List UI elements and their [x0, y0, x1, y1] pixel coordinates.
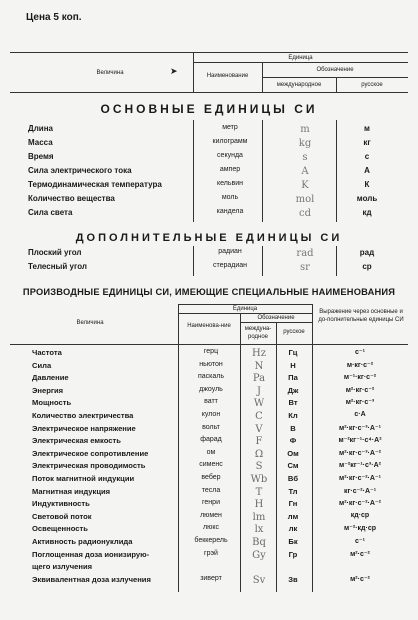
row-unit-name: герц [203, 348, 219, 355]
row-unit-name: кельвин [216, 180, 244, 187]
row-quantity: Плоский угол [28, 248, 82, 257]
derived-header-bottom-rule [10, 344, 408, 345]
row-quantity: Мощность [32, 398, 72, 408]
row-unit-name: кулон [201, 411, 221, 418]
row-intl-symbol: Gy [252, 549, 266, 561]
row-intl-symbol: T [255, 486, 263, 498]
section-derived-title: ПРОИЗВОДНЫЕ ЕДИНИЦЫ СИ, ИМЕЮЩИЕ СПЕЦИАЛЬНЫЕ НАИМЕНОВАНИЯ [22, 287, 396, 297]
row-unit-name: стерадиан [212, 262, 248, 269]
row-quantity: Термодинамическая температура [28, 180, 162, 189]
row-quantity: Электрическая емкость [32, 436, 121, 446]
row-ru-symbol: Бк [288, 537, 298, 546]
unit-row [0, 575, 418, 588]
row-quantity: Поток магнитной индукции [32, 474, 135, 483]
row-ru-symbol: Па [288, 373, 298, 383]
unit-row [0, 461, 418, 474]
row-quantity: Давление [32, 373, 69, 383]
row-ru-symbol: Вб [287, 474, 299, 483]
row-ru-symbol: кд [362, 208, 372, 217]
row-ru-symbol: лм [287, 511, 299, 521]
row-quantity: Сила света [28, 208, 73, 217]
row-unit-name: грэй [204, 549, 218, 557]
derived-header-name: Наименова-ние [187, 323, 231, 329]
unit-row [0, 138, 418, 152]
row-expression: м²·кг·с⁻²·А⁻² [339, 500, 381, 508]
row-unit-name: тесла [201, 486, 221, 494]
row-ru-symbol: Гр [288, 549, 298, 559]
row-quantity: Масса [28, 138, 53, 147]
row-expression: м²·кг·с⁻³ [345, 399, 375, 407]
row-ru-symbol: К [364, 180, 370, 189]
row-expression: с·А [354, 411, 366, 418]
row-intl-symbol: J [256, 385, 261, 397]
unit-row [0, 248, 418, 262]
row-unit-name: вольт [202, 423, 220, 431]
row-quantity: Освещенность [32, 524, 88, 534]
row-intl-symbol: Ω [254, 448, 264, 460]
row-unit-name: люкс [203, 524, 219, 532]
row-intl-symbol: sr [300, 262, 310, 273]
row-unit-name: килограмм [212, 138, 248, 145]
row-intl-symbol: Bq [252, 537, 266, 548]
row-expression: м²·кг·с⁻²·А⁻¹ [339, 475, 381, 482]
row-quantity: Частота [32, 348, 62, 357]
row-expression: м⁻²·кд·ср [344, 525, 376, 533]
unit-row [0, 262, 418, 276]
row-unit-name: зиверт [200, 574, 222, 582]
derived-header-expression: Выражение через основные и до-полнительные единицы СИ [318, 309, 404, 323]
row-quantity: Сила [32, 360, 52, 370]
row-intl-symbol: cd [298, 208, 311, 219]
header-unit: Единица [288, 55, 313, 61]
unit-row [0, 537, 418, 550]
row-ru-symbol: м [364, 124, 370, 133]
row-unit-name: кандела [216, 208, 244, 215]
unit-row [0, 487, 418, 500]
unit-row [0, 180, 418, 194]
row-expression: м²·с⁻² [350, 550, 370, 558]
row-ru-symbol: лк [288, 524, 298, 534]
row-intl-symbol: Wb [250, 474, 268, 485]
row-ru-symbol: В [290, 423, 296, 433]
row-expression: м⁻²кг⁻¹·с³·А² [339, 462, 381, 470]
row-intl-symbol: W [253, 398, 265, 410]
row-ru-symbol: кг [363, 138, 371, 147]
row-ru-symbol: См [287, 461, 299, 471]
row-unit-name: фарад [200, 436, 222, 444]
row-intl-symbol: kg [298, 138, 312, 149]
row-unit-name: ампер [219, 166, 241, 173]
row-quantity: Поглощенная доза ионизирую- [32, 549, 150, 559]
row-intl-symbol: K [301, 180, 309, 191]
row-ru-symbol: Ом [287, 448, 299, 458]
row-intl-symbol: N [254, 360, 264, 372]
row-ru-symbol: Кл [288, 411, 298, 420]
row-ru-symbol: Гц [288, 348, 298, 357]
row-unit-name: вебер [201, 474, 221, 481]
header-top-rule [10, 52, 408, 53]
row-expression: м²·кг·с⁻³·А⁻¹ [339, 424, 381, 432]
row-quantity: Длина [28, 124, 53, 133]
row-expression: с⁻¹ [355, 538, 365, 545]
row-ru-symbol: моль [356, 194, 378, 203]
unit-row [0, 411, 418, 424]
row-expression: м²·кг·с⁻² [345, 386, 375, 394]
header-russian: русское [361, 82, 383, 88]
header-mid-rule-unit [193, 62, 408, 63]
section-supp-title: ДОПОЛНИТЕЛЬНЫЕ ЕДИНИЦЫ СИ [75, 232, 343, 244]
row-intl-symbol: rad [296, 248, 314, 259]
header-international: международное [276, 82, 322, 88]
unit-row [0, 208, 418, 222]
row-ru-symbol: ср [362, 262, 372, 271]
row-ru-symbol: Тл [288, 486, 298, 496]
unit-row [0, 124, 418, 138]
unit-row [0, 361, 418, 374]
row-unit-name: метр [222, 124, 238, 131]
unit-row [0, 524, 418, 537]
row-quantity: щего излучения [32, 562, 93, 572]
row-quantity: Световой поток [32, 511, 92, 521]
unit-row [0, 386, 418, 399]
row-expression: кг·с⁻²·А⁻¹ [343, 487, 377, 495]
row-quantity: Магнитная индукция [32, 486, 111, 496]
row-unit-name: люмен [200, 511, 222, 519]
row-intl-symbol: lm [252, 511, 266, 523]
row-intl-symbol: Pa [252, 373, 266, 385]
row-intl-symbol: s [302, 152, 308, 163]
row-unit-name: моль [221, 194, 239, 201]
row-intl-symbol: V [255, 423, 263, 435]
row-ru-symbol: Ф [289, 436, 297, 446]
row-intl-symbol: A [301, 166, 309, 177]
derived-header-top-rule [178, 304, 312, 305]
row-expression: м²·с⁻² [350, 575, 370, 583]
unit-row [0, 152, 418, 166]
row-ru-symbol: Вт [288, 398, 298, 408]
row-unit-name: беккерель [194, 537, 228, 544]
row-quantity: Телесный угол [28, 262, 87, 271]
row-quantity: Количество вещества [28, 194, 115, 203]
unit-row [0, 194, 418, 208]
row-intl-symbol: S [255, 461, 263, 473]
row-ru-symbol: Н [290, 360, 296, 370]
row-ru-symbol: с [364, 152, 370, 161]
row-unit-name: радиан [218, 248, 242, 255]
unit-row [0, 166, 418, 180]
header-name: Наименование [206, 73, 249, 79]
unit-row [0, 474, 418, 487]
row-ru-symbol: Дж [287, 385, 299, 395]
unit-row [0, 512, 418, 525]
row-quantity: Энергия [32, 385, 64, 395]
row-intl-symbol: H [254, 499, 264, 511]
derived-header-designation: Обозначение [257, 315, 295, 321]
derived-header-sub-rule [178, 313, 312, 314]
row-unit-name: генри [202, 499, 220, 507]
price-label: Цена 5 коп. [26, 12, 82, 23]
row-expression: с⁻¹ [355, 349, 365, 356]
unit-row [0, 499, 418, 512]
row-ru-symbol: рад [359, 248, 375, 257]
unit-row [0, 550, 418, 563]
row-unit-name: сименс [199, 461, 223, 469]
row-intl-symbol: F [255, 436, 263, 448]
unit-row [0, 424, 418, 437]
row-intl-symbol: C [255, 411, 263, 422]
header-bottom-rule [10, 92, 408, 93]
row-unit-name: джоуль [199, 385, 223, 393]
row-ru-symbol: Гн [288, 499, 298, 509]
row-expression: м·кг·с⁻² [346, 361, 374, 369]
row-quantity: Время [28, 152, 54, 161]
unit-row [0, 449, 418, 462]
row-expression: м²·кг·с⁻³·А⁻² [339, 449, 381, 457]
row-quantity: Эквивалентная доза излучения [32, 574, 151, 584]
unit-row [0, 398, 418, 411]
row-intl-symbol: Sv [252, 574, 266, 586]
section-basic-title: ОСНОВНЫЕ ЕДИНИЦЫ СИ [100, 102, 318, 116]
unit-row [0, 373, 418, 386]
row-unit-name: ньютон [199, 360, 223, 368]
row-intl-symbol: mol [295, 194, 315, 205]
row-unit-name: ватт [204, 398, 218, 406]
row-intl-symbol: Hz [252, 348, 266, 359]
header-designation: Обозначение [316, 67, 354, 73]
row-intl-symbol: m [300, 124, 310, 135]
row-quantity: Активность радионуклида [32, 537, 133, 546]
derived-header-russian: русское [283, 329, 305, 335]
arrow-icon: ➤ [170, 66, 178, 76]
row-quantity: Электрическое сопротивление [32, 448, 149, 458]
unit-row [0, 436, 418, 449]
row-expression: кд·ср [350, 511, 370, 519]
row-quantity: Количество электричества [32, 411, 134, 420]
row-intl-symbol: lx [254, 524, 264, 536]
row-quantity: Электрическое напряжение [32, 423, 136, 433]
derived-header-unit: Единица [232, 306, 258, 312]
unit-row [0, 562, 418, 575]
row-quantity: Индуктивность [32, 499, 90, 509]
row-unit-name: ом [206, 448, 216, 456]
unit-row [0, 348, 418, 361]
header-mid-rule-desig [262, 77, 408, 78]
row-quantity: Сила электрического тока [28, 166, 132, 175]
row-unit-name: секунда [217, 152, 243, 159]
header-quantity: Величина [96, 70, 124, 76]
row-ru-symbol: А [364, 166, 370, 175]
row-unit-name: паскаль [197, 373, 225, 381]
derived-header-quantity: Величина [76, 320, 104, 326]
row-ru-symbol: Зв [288, 574, 298, 584]
derived-header-international: междуна-родное [244, 326, 272, 340]
row-expression: м⁻²кг⁻¹·с⁴·А² [338, 437, 382, 445]
row-quantity: Электрическая проводимость [32, 461, 146, 471]
row-expression: м⁻¹·кг·с⁻² [343, 374, 377, 382]
